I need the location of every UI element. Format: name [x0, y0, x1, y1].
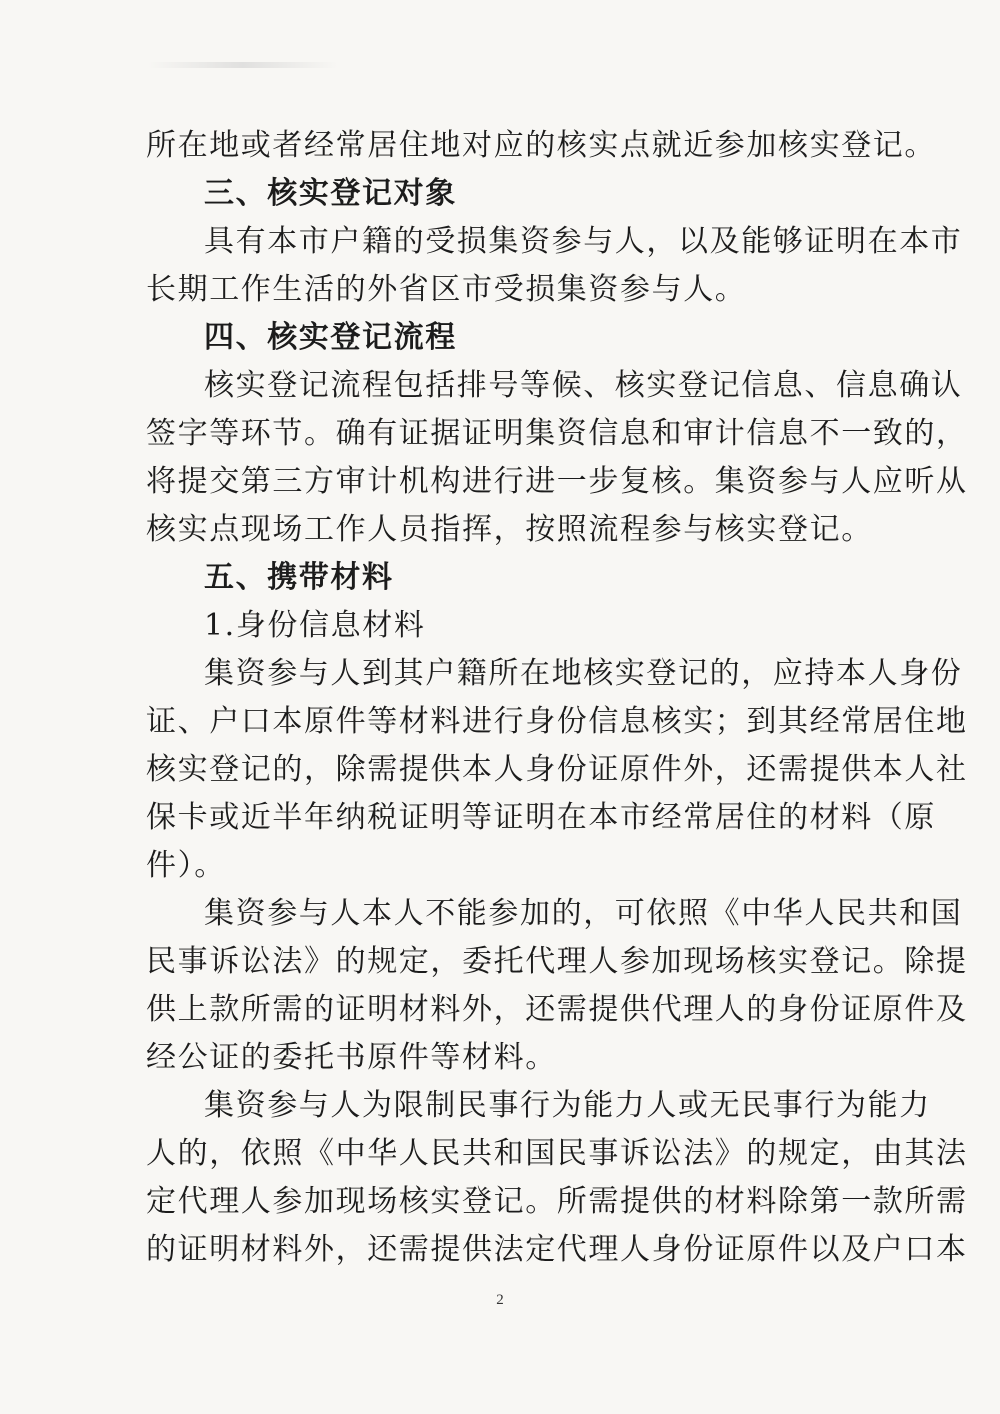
- paragraph-line: 核实点现场工作人员指挥，按照流程参与核实登记。: [146, 512, 873, 547]
- paragraph-line: 件）。: [146, 848, 226, 883]
- paragraph-line: 定代理人参加现场核实登记。所需提供的材料除第一款所需: [146, 1184, 968, 1219]
- paragraph-line: 核实登记流程包括排号等候、核实登记信息、信息确认: [204, 368, 963, 403]
- paragraph-line: 的证明材料外，还需提供法定代理人身份证原件以及户口本: [146, 1232, 968, 1267]
- scan-artifact: [148, 62, 338, 68]
- section-heading: 三、核实登记对象: [204, 176, 457, 211]
- paragraph-line: 将提交第三方审计机构进行进一步复核。集资参与人应听从: [146, 464, 968, 499]
- paragraph-line: 核实登记的，除需提供本人身份证原件外，还需提供本人社: [146, 752, 968, 787]
- paragraph-line: 民事诉讼法》的规定，委托代理人参加现场核实登记。除提: [146, 944, 968, 979]
- section-heading: 四、核实登记流程: [204, 320, 457, 355]
- paragraph-line: 签字等环节。确有证据证明集资信息和审计信息不一致的，: [146, 416, 968, 451]
- paragraph-line: 集资参与人为限制民事行为能力人或无民事行为能力: [204, 1088, 931, 1123]
- paragraph-line: 保卡或近半年纳税证明等证明在本市经常居住的材料（原: [146, 800, 936, 835]
- paragraph-line: 长期工作生活的外省区市受损集资参与人。: [146, 272, 747, 307]
- paragraph-line: 证、户口本原件等材料进行身份信息核实；到其经常居住地: [146, 704, 968, 739]
- document-body: [146, 122, 968, 1274]
- paragraph-line: 所在地或者经常居住地对应的核实点就近参加核实登记。: [146, 128, 936, 163]
- section-heading: 五、携带材料: [204, 560, 394, 595]
- page-number: 2: [496, 1292, 504, 1308]
- paragraph-line: 供上款所需的证明材料外，还需提供代理人的身份证原件及: [146, 992, 968, 1027]
- paragraph-line: 具有本市户籍的受损集资参与人，以及能够证明在本市: [204, 224, 963, 259]
- paragraph-line: 集资参与人到其户籍所在地核实登记的，应持本人身份: [204, 656, 963, 691]
- paragraph-line: 人的，依照《中华人民共和国民事诉讼法》的规定，由其法: [146, 1136, 968, 1171]
- paragraph-line: 经公证的委托书原件等材料。: [146, 1040, 557, 1075]
- paragraph-line: 集资参与人本人不能参加的，可依照《中华人民共和国: [204, 896, 963, 931]
- paragraph-line: 1.身份信息材料: [204, 608, 426, 643]
